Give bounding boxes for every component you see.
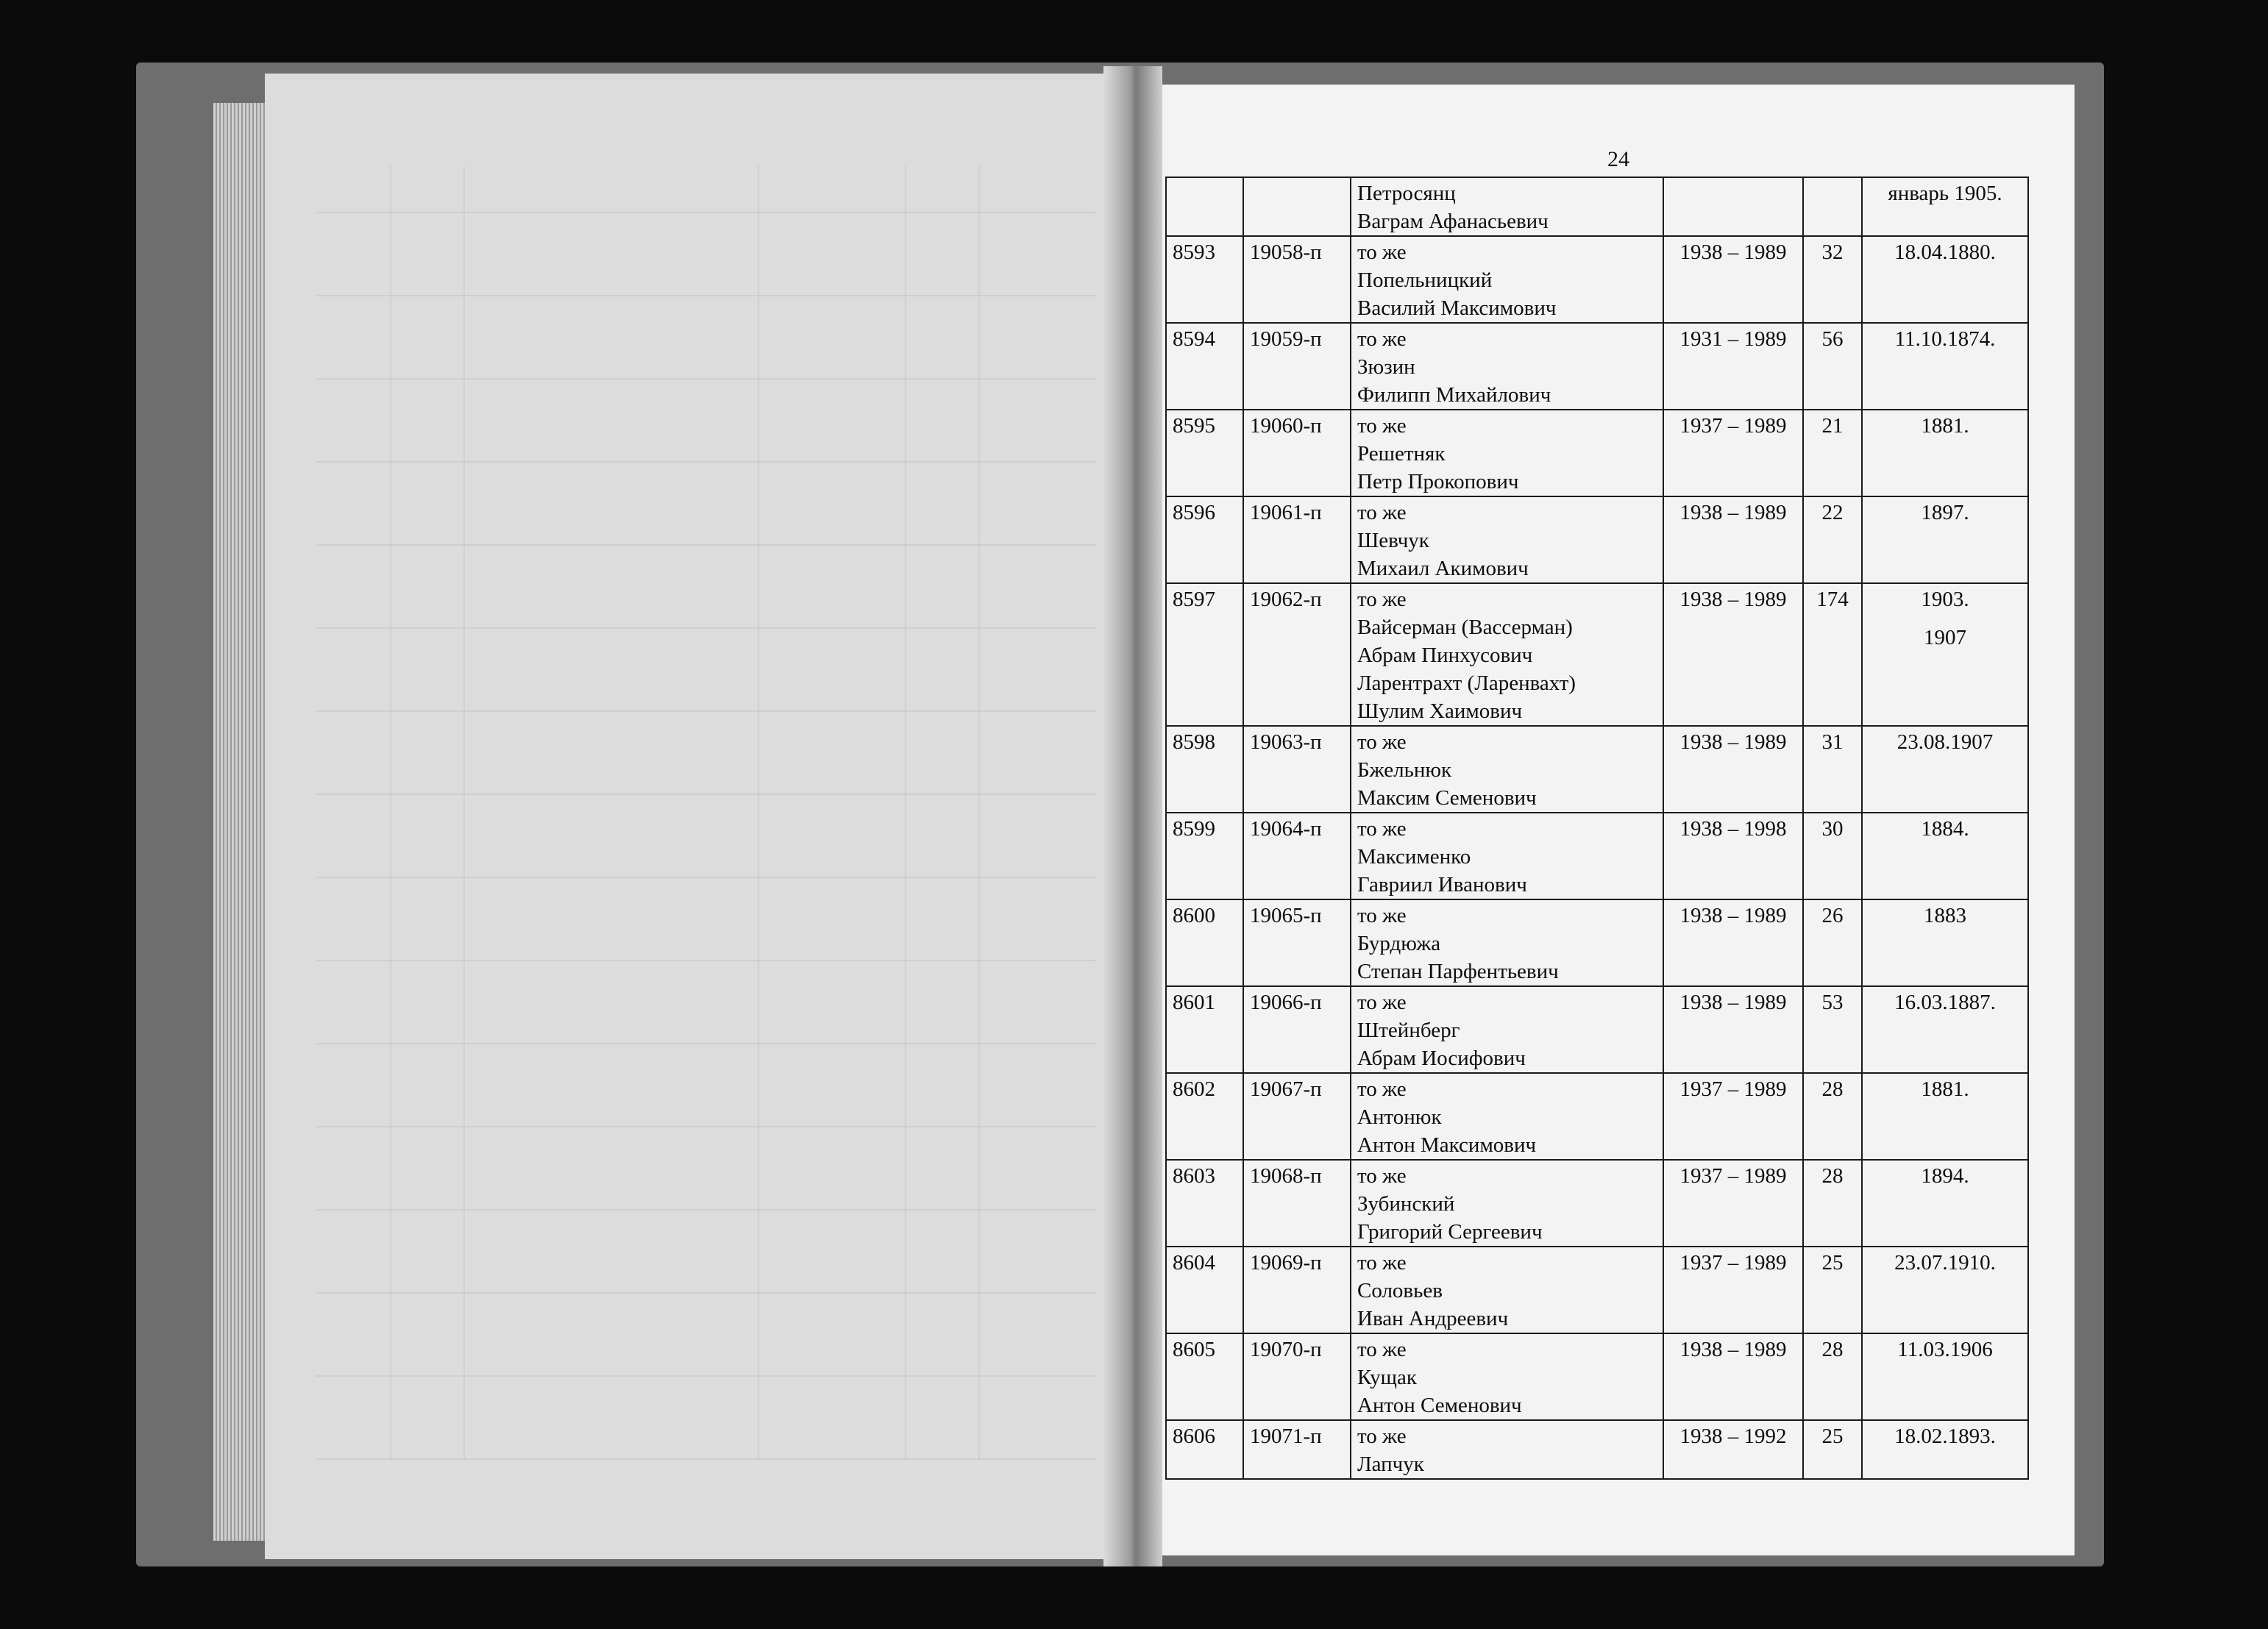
cell-num: 8600	[1166, 899, 1243, 986]
name-line: Шулим Хаимович	[1357, 699, 1523, 723]
table-row	[1166, 1160, 2028, 1247]
records-table	[1165, 177, 2029, 1480]
table-row	[1166, 583, 2028, 726]
cell-code: 19060-п	[1243, 410, 1351, 496]
cell-date	[1862, 1420, 2028, 1479]
cell-date	[1862, 1247, 2028, 1333]
name-line: Петросянц	[1357, 182, 1456, 205]
cell-names	[1351, 496, 1663, 583]
left-page-show-through	[316, 165, 1096, 1460]
name-line: то же	[1357, 588, 1407, 611]
cell-names	[1351, 986, 1663, 1073]
name-line: Бурдюжа	[1357, 932, 1441, 955]
cell-years: 1938 – 1989	[1663, 899, 1803, 986]
name-line: Иван Андреевич	[1357, 1307, 1509, 1330]
name-line: Решетняк	[1357, 442, 1446, 466]
cell-years: 1938 – 1998	[1663, 813, 1803, 899]
cell-names	[1351, 813, 1663, 899]
name-line: Михаил Акимович	[1357, 557, 1529, 580]
cell-code: 19064-п	[1243, 813, 1351, 899]
cell-names	[1351, 1073, 1663, 1160]
cell-names	[1351, 323, 1663, 410]
cell-code: 19066-п	[1243, 986, 1351, 1073]
cell-date	[1862, 726, 2028, 813]
cell-date	[1862, 496, 2028, 583]
cell-count: 32	[1803, 236, 1862, 323]
date-line: 1881.	[1921, 1077, 1969, 1101]
name-line: Абрам Пинхусович	[1357, 644, 1533, 667]
name-line: Зюзин	[1357, 355, 1415, 379]
cell-num: 8602	[1166, 1073, 1243, 1160]
cell-years: 1938 – 1989	[1663, 496, 1803, 583]
table-row	[1166, 813, 2028, 899]
date-gap	[1869, 613, 2022, 624]
cell-num: 8598	[1166, 726, 1243, 813]
cell-code: 19069-п	[1243, 1247, 1351, 1333]
name-line: Лапчук	[1357, 1452, 1424, 1476]
cell-num: 8606	[1166, 1420, 1243, 1479]
cell-years: 1938 – 1989	[1663, 236, 1803, 323]
name-line: то же	[1357, 1164, 1407, 1188]
cell-count: 21	[1803, 410, 1862, 496]
cell-code: 19062-п	[1243, 583, 1351, 726]
name-line: Бжельнюк	[1357, 758, 1452, 782]
cell-date	[1862, 1333, 2028, 1420]
cell-date	[1862, 1160, 2028, 1247]
name-line: Ваграм Афанасьевич	[1357, 210, 1549, 233]
cell-code: 19070-п	[1243, 1333, 1351, 1420]
name-line: Гавриил Иванович	[1357, 873, 1527, 897]
cell-years: 1937 – 1989	[1663, 410, 1803, 496]
date-line: 11.03.1906	[1897, 1338, 1993, 1361]
cell-names	[1351, 1333, 1663, 1420]
cell-count: 174	[1803, 583, 1862, 726]
name-line: Шевчук	[1357, 529, 1429, 552]
date-line: 1881.	[1921, 414, 1969, 438]
cell-years: 1938 – 1989	[1663, 583, 1803, 726]
cell-years: 1938 – 1989	[1663, 726, 1803, 813]
name-line: то же	[1357, 240, 1407, 264]
name-line: то же	[1357, 414, 1407, 438]
cell-years: 1937 – 1989	[1663, 1247, 1803, 1333]
name-line: Григорий Сергеевич	[1357, 1220, 1543, 1244]
cell-num: 8595	[1166, 410, 1243, 496]
date-line: 18.02.1893.	[1894, 1425, 1996, 1448]
cell-date	[1862, 899, 2028, 986]
cell-code: 19061-п	[1243, 496, 1351, 583]
date-line: 23.07.1910.	[1894, 1251, 1996, 1275]
cell-years	[1663, 177, 1803, 236]
date-line: 23.08.1907	[1896, 730, 1994, 754]
name-line: Петр Прокопович	[1357, 470, 1519, 493]
cell-code: 19065-п	[1243, 899, 1351, 986]
name-line: Зубинский	[1357, 1192, 1455, 1216]
cell-names	[1351, 726, 1663, 813]
date-line: 16.03.1887.	[1894, 991, 1996, 1014]
cell-count	[1803, 177, 1862, 236]
cell-code: 19063-п	[1243, 726, 1351, 813]
cell-count: 53	[1803, 986, 1862, 1073]
table-row-continued	[1166, 177, 2028, 236]
cell-years: 1938 – 1989	[1663, 1333, 1803, 1420]
date-line: 11.10.1874.	[1894, 327, 1996, 351]
cell-num	[1166, 177, 1243, 236]
date-line: 1884.	[1921, 817, 1969, 841]
name-line: Максим Семенович	[1357, 786, 1537, 810]
name-line: Ларентрахт (Ларенвахт)	[1357, 671, 1576, 695]
name-line: Степан Парфентьевич	[1357, 960, 1559, 983]
name-line: то же	[1357, 327, 1407, 351]
name-line: то же	[1357, 1425, 1407, 1448]
cell-num: 8603	[1166, 1160, 1243, 1247]
cell-num: 8596	[1166, 496, 1243, 583]
cell-code: 19067-п	[1243, 1073, 1351, 1160]
cell-date	[1862, 986, 2028, 1073]
cell-date	[1862, 583, 2028, 726]
cell-code: 19068-п	[1243, 1160, 1351, 1247]
table-row	[1166, 1247, 2028, 1333]
name-line: Соловьев	[1357, 1279, 1443, 1302]
cell-date	[1862, 813, 2028, 899]
cell-code	[1243, 177, 1351, 236]
cell-names	[1351, 1420, 1663, 1479]
cell-num: 8594	[1166, 323, 1243, 410]
name-line: Попельницкий	[1357, 268, 1493, 292]
cell-years: 1937 – 1989	[1663, 1160, 1803, 1247]
date-line: 1907	[1924, 626, 1966, 649]
date-line: 1903.	[1921, 588, 1969, 611]
cell-num: 8605	[1166, 1333, 1243, 1420]
cell-count: 28	[1803, 1333, 1862, 1420]
cell-date: январь 1905.	[1862, 177, 2028, 236]
name-line: то же	[1357, 1251, 1407, 1275]
cell-num: 8601	[1166, 986, 1243, 1073]
name-line: то же	[1357, 1077, 1407, 1101]
cell-date	[1862, 410, 2028, 496]
cell-names	[1351, 236, 1663, 323]
name-line: Василий Максимович	[1357, 296, 1557, 320]
cell-count: 25	[1803, 1247, 1862, 1333]
cell-num: 8599	[1166, 813, 1243, 899]
cell-num: 8593	[1166, 236, 1243, 323]
cell-names	[1351, 410, 1663, 496]
name-line: то же	[1357, 817, 1407, 841]
cell-years: 1931 – 1989	[1663, 323, 1803, 410]
table-row	[1166, 726, 2028, 813]
cell-names	[1351, 1247, 1663, 1333]
cell-years: 1938 – 1992	[1663, 1420, 1803, 1479]
cell-names	[1351, 177, 1663, 236]
cell-count: 25	[1803, 1420, 1862, 1479]
name-line: Максименко	[1357, 845, 1471, 869]
cell-names	[1351, 583, 1663, 726]
table-row	[1166, 1420, 2028, 1479]
name-line: Штейнберг	[1357, 1019, 1460, 1042]
table-row	[1166, 496, 2028, 583]
cell-num: 8597	[1166, 583, 1243, 726]
cell-count: 30	[1803, 813, 1862, 899]
date-line: 1883	[1924, 904, 1966, 927]
table-row	[1166, 899, 2028, 986]
page-number: 24	[1607, 147, 1629, 171]
table-row	[1166, 410, 2028, 496]
name-line: то же	[1357, 1338, 1407, 1361]
cell-count: 31	[1803, 726, 1862, 813]
cell-date	[1862, 1073, 2028, 1160]
name-line: Антонюк	[1357, 1105, 1442, 1129]
name-line: Антон Семенович	[1357, 1394, 1522, 1417]
cell-count: 28	[1803, 1073, 1862, 1160]
cell-years: 1937 – 1989	[1663, 1073, 1803, 1160]
cell-years: 1938 – 1989	[1663, 986, 1803, 1073]
cell-count: 28	[1803, 1160, 1862, 1247]
records-body	[1166, 177, 2028, 1479]
cell-names	[1351, 1160, 1663, 1247]
name-line: то же	[1357, 904, 1407, 927]
date-line: 1894.	[1921, 1164, 1969, 1188]
name-line: то же	[1357, 501, 1407, 524]
name-line: Вайсерман (Вассерман)	[1357, 616, 1573, 639]
name-line: Абрам Иосифович	[1357, 1047, 1526, 1070]
table-row	[1166, 1333, 2028, 1420]
table-row	[1166, 323, 2028, 410]
name-line: Антон Максимович	[1357, 1133, 1537, 1157]
cell-code: 19059-п	[1243, 323, 1351, 410]
table-row	[1166, 986, 2028, 1073]
cell-date	[1862, 323, 2028, 410]
cell-code: 19058-п	[1243, 236, 1351, 323]
table-row	[1166, 1073, 2028, 1160]
cell-names	[1351, 899, 1663, 986]
name-line: то же	[1357, 991, 1407, 1014]
cell-count: 26	[1803, 899, 1862, 986]
cell-date	[1862, 236, 2028, 323]
name-line: Кущак	[1357, 1366, 1417, 1389]
cell-num: 8604	[1166, 1247, 1243, 1333]
name-line: Филипп Михайлович	[1357, 383, 1551, 407]
name-line: то же	[1357, 730, 1407, 754]
cell-count: 56	[1803, 323, 1862, 410]
table-row	[1166, 236, 2028, 323]
cell-code: 19071-п	[1243, 1420, 1351, 1479]
date-line: 1897.	[1921, 501, 1969, 524]
date-line: 18.04.1880.	[1894, 240, 1996, 264]
cell-count: 22	[1803, 496, 1862, 583]
book-gutter	[1103, 66, 1162, 1566]
